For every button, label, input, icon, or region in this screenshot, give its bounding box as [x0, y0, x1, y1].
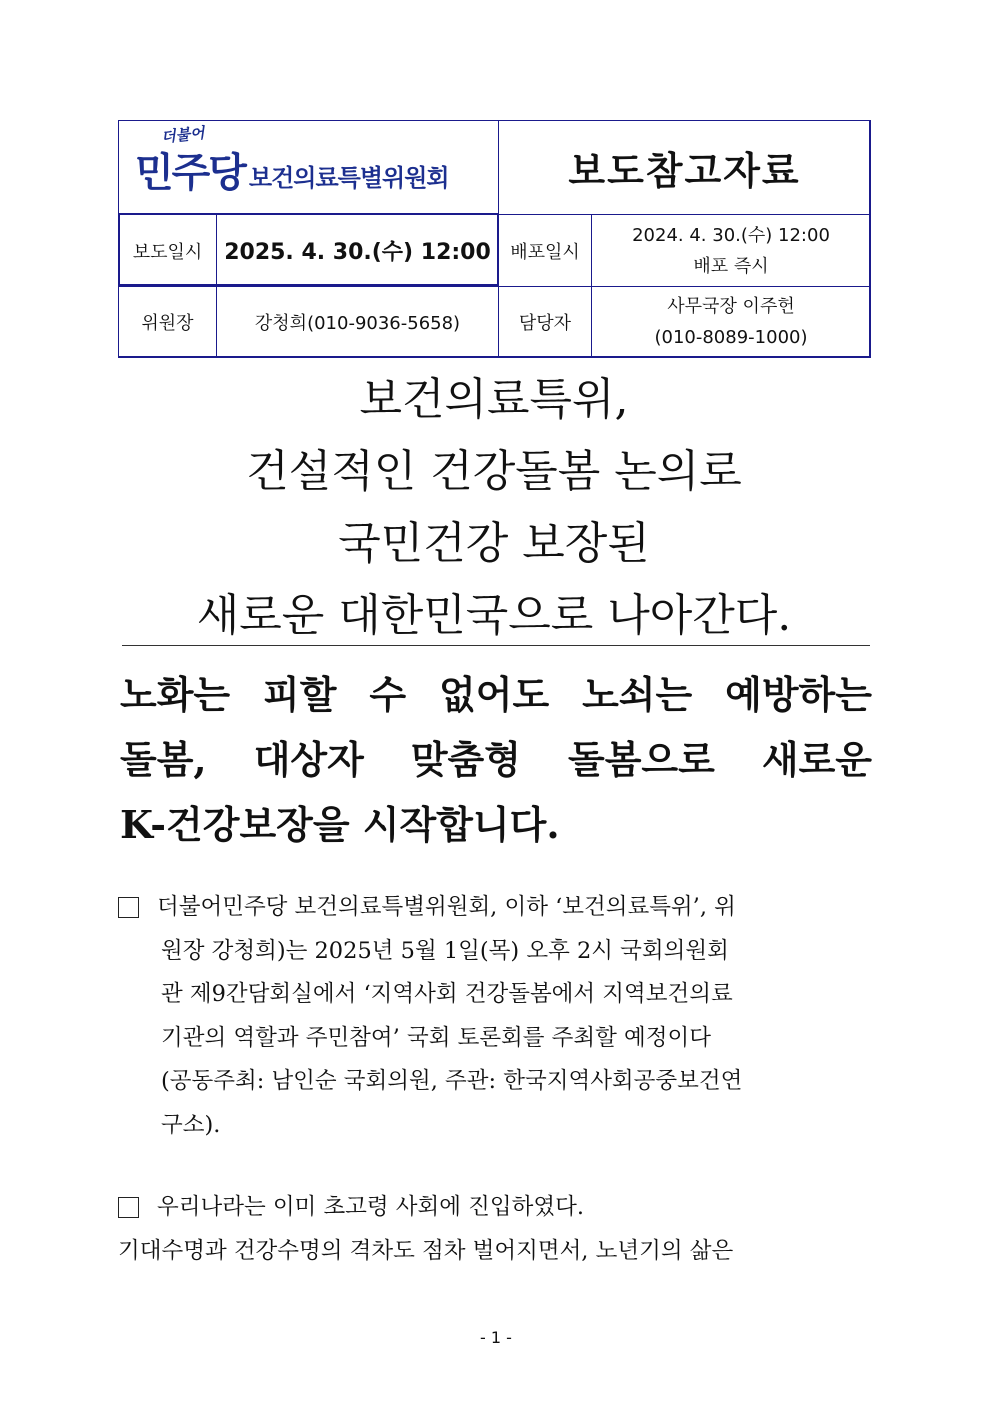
subtitle-word: 노쇠는 [582, 672, 693, 717]
logo-committee-text: 보건의료특별위원회 [248, 163, 449, 192]
distribution-date-value [591, 214, 871, 287]
subtitle-word: 맞춤형 [410, 737, 521, 782]
subtitle-word: 대상자 [253, 737, 364, 782]
paragraph-line: 구소). [161, 1111, 221, 1138]
logo-small-text: 더불어 [160, 123, 206, 146]
paragraph-line-text: 더불어민주당 보건의료특별위원회, 이하 ‘보건의료특위’, 위 [157, 894, 736, 920]
paragraph-line: 기관의 역할과 주민참여’ 국회 토론회를 주최할 예정이다 [161, 1024, 711, 1051]
title-line-4: 새로운 대한민국으로 나아간다. [196, 590, 792, 641]
contact-line1: 사무국장 이주헌 [667, 296, 795, 317]
subtitle-line-2 [120, 727, 872, 792]
document-type: 보도참고자료 [498, 120, 871, 215]
subtitle [120, 662, 872, 857]
subtitle-word: 돌봄으로 [568, 737, 715, 782]
body-paragraph-2 [118, 1186, 872, 1273]
subtitle-word: 예방하는 [725, 672, 872, 717]
checkbox-bullet-icon [118, 897, 139, 918]
subtitle-word: 수 [369, 672, 407, 717]
subtitle-word: 없어도 [439, 672, 550, 717]
paragraph-line [118, 886, 872, 930]
subtitle-word: 새로운 [761, 737, 872, 782]
release-date-label: 보도일시 [118, 214, 217, 287]
paragraph-line: 기대수명과 건강수명의 격차도 점차 벌어지면서, 노년기의 삶은 [118, 1237, 734, 1264]
page-number: - 1 - [480, 1328, 512, 1347]
logo-main-text: 민주당 [135, 149, 245, 196]
subtitle-word: 돌봄, [120, 737, 207, 782]
subtitle-word: 피할 [263, 672, 337, 717]
chair-label: 위원장 [118, 286, 217, 358]
release-date-value: 2025. 4. 30.(수) 12:00 [216, 214, 499, 287]
subtitle-line-1 [120, 662, 872, 727]
subtitle-line-3: K-건강보장을 시작합니다. [120, 802, 560, 847]
paragraph-line: 관 제9간담회실에서 ‘지역사회 건강돌봄에서 지역보건의료 [161, 981, 733, 1007]
contact-line2: (010-8089-1000) [654, 327, 808, 348]
checkbox-bullet-icon [118, 1197, 139, 1218]
paragraph-line-text: 우리나라는 이미 초고령 사회에 진입하였다. [157, 1194, 584, 1220]
title-line-2: 건설적인 건강돌봄 논의로 [246, 446, 742, 497]
subtitle-word: 노화는 [120, 672, 231, 717]
distribution-date-line1: 2024. 4. 30.(수) 12:00 [632, 224, 830, 246]
title-line-3: 국민건강 보장된 [338, 518, 650, 569]
distribution-date-label: 배포일시 [498, 214, 592, 287]
title-divider [122, 645, 870, 646]
party-logo [118, 120, 499, 215]
press-header-table [118, 120, 870, 357]
contact-label: 담당자 [498, 286, 592, 358]
contact-value [591, 286, 871, 358]
distribution-date-line2: 배포 즉시 [693, 255, 769, 277]
paragraph-line: 원장 강청희)는 2025년 5월 1일(목) 오후 2시 국회의원회 [161, 937, 729, 964]
main-title [118, 364, 870, 652]
body-paragraph-1 [118, 886, 872, 1147]
title-line-1: 보건의료특위, [359, 374, 629, 425]
paragraph-line: (공동주최: 남인순 국회의원, 주관: 한국지역사회공중보건연 [161, 1068, 743, 1094]
chair-value: 강청희(010-9036-5658) [216, 286, 499, 358]
paragraph-line [118, 1186, 872, 1230]
